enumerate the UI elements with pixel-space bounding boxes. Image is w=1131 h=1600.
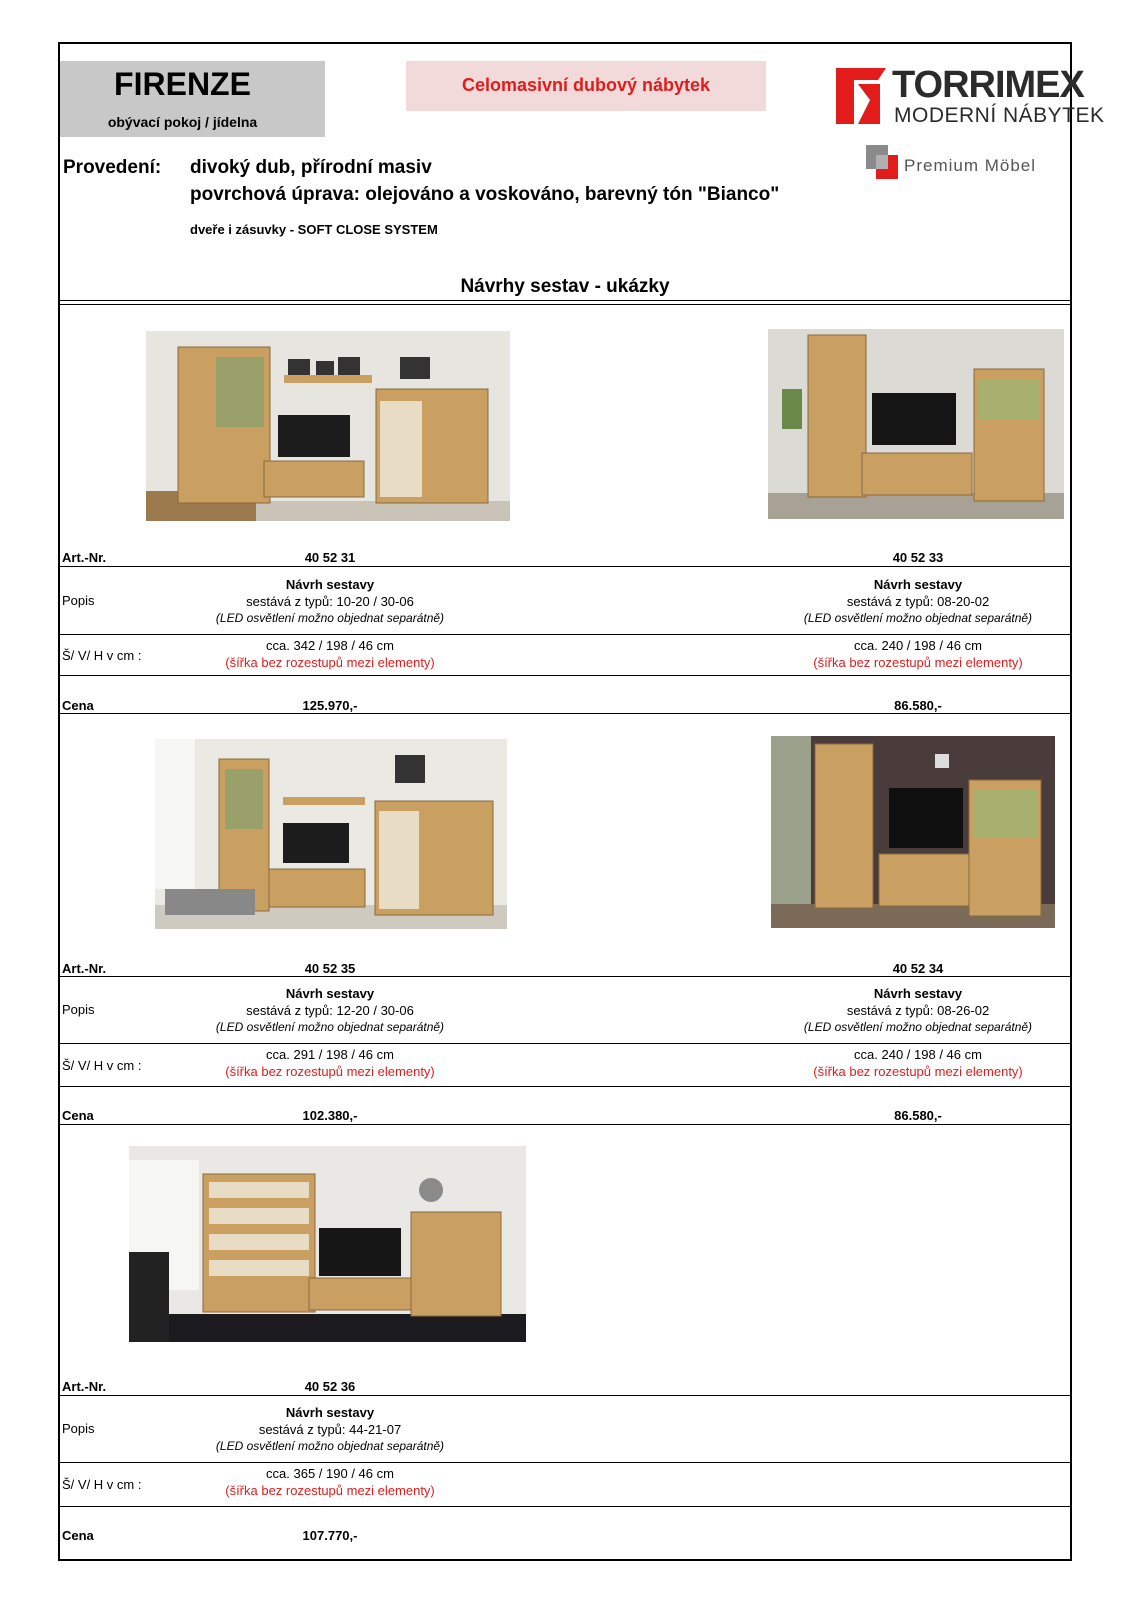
item-title: Návrh sestavy: [285, 577, 375, 592]
price-label: Cena: [62, 698, 94, 713]
item-types: sestává z typů: 08-20-02: [846, 594, 990, 609]
item-dimensions-note: (šířka bez rozestupů mezi elementy): [225, 1483, 435, 1498]
dimensions-label: Š/ V/ H v cm :: [62, 1477, 142, 1492]
art-nr-label: Art.-Nr.: [62, 550, 107, 565]
spec-line-3: dveře i zásuvky - SOFT CLOSE SYSTEM: [190, 222, 438, 237]
divider: [58, 1124, 1072, 1125]
product-photo-405236: [129, 1146, 526, 1342]
art-nr-label: Art.-Nr.: [62, 961, 107, 976]
divider: [58, 1506, 1072, 1507]
art-nr-value: 40 52 33: [892, 550, 944, 565]
item-note: (LED osvětlení možno objednat separátně): [215, 1439, 445, 1453]
item-dimensions: cca. 291 / 198 / 46 cm: [266, 1047, 394, 1062]
art-nr-value: 40 52 36: [304, 1379, 356, 1394]
tagline: Celomasivní dubový nábytek: [461, 75, 711, 95]
spec-line-2: povrchová úprava: olejováno a voskováno, barevný tón "Bianco": [190, 184, 780, 205]
item-note: (LED osvětlení možno objednat separátně): [803, 1020, 1033, 1034]
divider: [58, 1086, 1072, 1087]
product-photo-405231: [146, 331, 510, 521]
item-title: Návrh sestavy: [873, 986, 963, 1001]
brand-name: TORRIMEX: [892, 64, 1084, 106]
item-types: sestává z typů: 08-26-02: [846, 1003, 990, 1018]
description-label: Popis: [62, 593, 95, 608]
divider: [58, 1043, 1072, 1044]
premium-mobel-label: Premium Möbel: [904, 156, 1037, 175]
item-title: Návrh sestavy: [285, 1405, 375, 1420]
brand-subtitle: MODERNÍ NÁBYTEK: [894, 104, 1105, 127]
item-price: 86.580,-: [894, 698, 942, 713]
art-nr-label: Art.-Nr.: [62, 1379, 107, 1394]
divider: [58, 304, 1072, 305]
divider: [58, 634, 1072, 635]
item-dimensions-note: (šířka bez rozestupů mezi elementy): [225, 1064, 435, 1079]
item-note: (LED osvětlení možno objednat separátně): [803, 611, 1033, 625]
item-title: Návrh sestavy: [285, 986, 375, 1001]
description-label: Popis: [62, 1421, 95, 1436]
item-price: 125.970,-: [302, 698, 358, 713]
divider: [58, 1395, 1072, 1396]
divider: [58, 1462, 1072, 1463]
premium-mobel-logo-icon: [866, 145, 900, 181]
dimensions-label: Š/ V/ H v cm :: [62, 1058, 142, 1073]
item-dimensions: cca. 240 / 198 / 46 cm: [854, 1047, 982, 1062]
dimensions-label: Š/ V/ H v cm :: [62, 648, 142, 663]
item-dimensions-note: (šířka bez rozestupů mezi elementy): [225, 655, 435, 670]
item-dimensions: cca. 240 / 198 / 46 cm: [854, 638, 982, 653]
divider: [58, 713, 1072, 714]
divider: [58, 976, 1072, 977]
section-title: Návrhy sestav - ukázky: [460, 276, 670, 297]
item-price: 102.380,-: [302, 1108, 358, 1123]
page-title: FIRENZE: [114, 66, 251, 102]
product-photo-405235: [155, 739, 507, 929]
divider: [58, 300, 1072, 301]
item-price: 107.770,-: [302, 1528, 358, 1543]
price-label: Cena: [62, 1108, 94, 1123]
spec-label: Provedení:: [63, 157, 162, 178]
price-label: Cena: [62, 1528, 94, 1543]
item-types: sestává z typů: 44-21-07: [258, 1422, 402, 1437]
item-types: sestává z typů: 12-20 / 30-06: [246, 1003, 414, 1018]
page-subtitle: obývací pokoj / jídelna: [107, 114, 258, 130]
item-dimensions: cca. 342 / 198 / 46 cm: [266, 638, 394, 653]
item-note: (LED osvětlení možno objednat separátně): [215, 1020, 445, 1034]
item-note: (LED osvětlení možno objednat separátně): [215, 611, 445, 625]
spec-line-1: divoký dub, přírodní masiv: [190, 157, 432, 178]
item-price: 86.580,-: [894, 1108, 942, 1123]
item-dimensions-note: (šířka bez rozestupů mezi elementy): [813, 1064, 1023, 1079]
description-label: Popis: [62, 1002, 95, 1017]
divider: [58, 566, 1072, 567]
art-nr-value: 40 52 31: [304, 550, 356, 565]
product-photo-405233: [768, 329, 1064, 519]
product-photo-405234: [771, 736, 1055, 928]
art-nr-value: 40 52 34: [892, 961, 944, 976]
art-nr-value: 40 52 35: [304, 961, 356, 976]
item-dimensions-note: (šířka bez rozestupů mezi elementy): [813, 655, 1023, 670]
divider: [58, 675, 1072, 676]
item-types: sestává z typů: 10-20 / 30-06: [246, 594, 414, 609]
item-title: Návrh sestavy: [873, 577, 963, 592]
item-dimensions: cca. 365 / 190 / 46 cm: [266, 1466, 394, 1481]
